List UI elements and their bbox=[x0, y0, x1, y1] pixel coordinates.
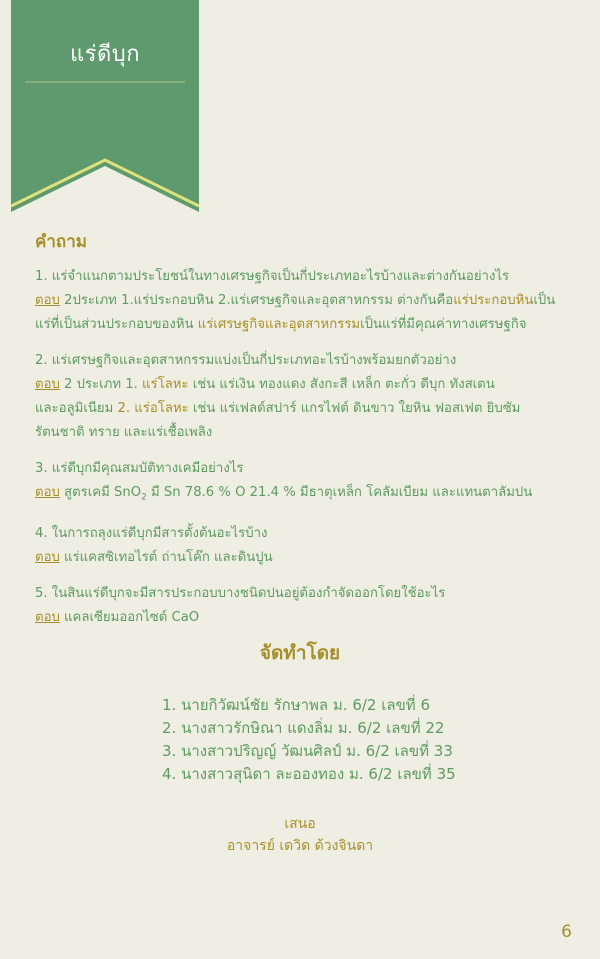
answer-label: ตอบ bbox=[35, 609, 60, 625]
answer-label: ตอบ bbox=[35, 293, 60, 308]
answer-line: รัตนชาติ ทราย และแร่เชื้อเพลิง bbox=[35, 425, 213, 440]
page-number: 6 bbox=[561, 922, 572, 942]
member-item: 3. นางสาวปริญญ์ วัฒนศิลป์ ม. 6/2 เลขที่ 33 bbox=[162, 742, 453, 760]
answer-line bbox=[35, 397, 575, 421]
made-by-heading: จัดทำโดย bbox=[259, 642, 341, 664]
subscript: 2 bbox=[141, 492, 147, 503]
qa-item-5 bbox=[35, 582, 575, 630]
answer-text: เช่น แร่เฟลด์สปาร์ แกรไฟต์ ดินขาว ใยหิน ฟอสเฟต ยิบซัม bbox=[188, 401, 521, 416]
answer-line bbox=[35, 546, 575, 570]
answer-highlight: แร่โลหะ bbox=[142, 377, 189, 392]
qa-item-3 bbox=[35, 457, 575, 510]
qa-item-2 bbox=[35, 349, 575, 445]
answer-text: แร่แคสซิเทอไรต์ ถ่านโค๊ก และดินปูน bbox=[59, 549, 273, 565]
answer-text: เป็นแร่ที่มีคุณค่าทางเศรษฐกิจ bbox=[360, 317, 527, 332]
answer-line bbox=[35, 606, 575, 630]
answer-text: แคลเซียมออกไซต์ CaO bbox=[59, 609, 200, 625]
answer-label: ตอบ bbox=[35, 549, 60, 565]
question-text: 5. ในสินแร่ดีบุกจะมีสารประกอบบางชนิดปนอยู่ต้องกำจัดออกโดยใช้อะไร bbox=[35, 585, 446, 601]
answer-highlight: แร่เศรษฐกิจและอุตสาหกรรม bbox=[197, 317, 361, 332]
answer-line bbox=[35, 373, 575, 397]
section-heading: คำถาม bbox=[35, 232, 87, 252]
answer-line bbox=[35, 313, 575, 337]
page-title: แร่ดีบุก bbox=[69, 42, 141, 67]
answer-text: 2 ประเภท 1. bbox=[59, 377, 143, 392]
member-item: 2. นางสาวรักษิณา แดงลิ่ม ม. 6/2 เลขที่ 22 bbox=[162, 719, 445, 737]
answer-text: แร่ที่เป็นส่วนประกอบของหิน bbox=[35, 317, 198, 332]
banner-shape bbox=[11, 0, 199, 212]
title-banner bbox=[11, 0, 199, 212]
answer-line bbox=[35, 289, 575, 313]
teacher-name: อาจารย์ เดวิด ด้วงจินดา bbox=[226, 838, 374, 854]
question-text: 3. แร่ดีบุกมีคุณสมบัติทางเคมีอย่างไร bbox=[35, 461, 244, 476]
member-item: 4. นางสาวสุนิดา ละอองทอง ม. 6/2 เลขที่ 35 bbox=[162, 765, 456, 783]
question-text: 4. ในการถลุงแร่ดีบุกมีสารตั้งต้นอะไรบ้าง bbox=[35, 525, 268, 541]
answer-text: เป็น bbox=[533, 293, 556, 308]
question-section bbox=[35, 228, 575, 642]
answer-line bbox=[35, 481, 575, 510]
qa-item-1 bbox=[35, 265, 575, 337]
answer-text: มี Sn 78.6 % O 21.4 % มีธาตุเหล็ก โคลัมเบียม และแทนตาลัมปน bbox=[146, 485, 533, 500]
answer-text: เช่น แร่เงิน ทองแดง สังกะสี เหล็ก ตะกั่ว ดีบุก ทังสเตน bbox=[188, 377, 495, 392]
answer-text: และอลูมิเนียม bbox=[35, 401, 118, 416]
answer-highlight: แร่ประกอบหิน bbox=[453, 293, 534, 308]
present-label: เสนอ bbox=[284, 816, 316, 832]
qa-item-4 bbox=[35, 522, 575, 570]
answer-text: สูตรเคมี SnO bbox=[59, 485, 142, 500]
answer-label: ตอบ bbox=[35, 377, 60, 392]
question-text: 1. แร่จำแนกตามประโยชน์ในทางเศรษฐกิจเป็นกี่ประเภทอะไรบ้างและต่างกันอย่างไร bbox=[35, 269, 510, 284]
answer-text: 2ประเภท 1.แร่ประกอบหิน 2.แร่เศรษฐกิจและอุตสาหกรรม ต่างกันคือ bbox=[59, 293, 454, 308]
answer-highlight: 2. แร่อโลหะ bbox=[117, 401, 189, 416]
question-text: 2. แร่เศรษฐกิจและอุตสาหกรรมแบ่งเป็นกี่ประเภทอะไรบ้างพร้อมยกตัวอย่าง bbox=[35, 353, 457, 368]
answer-label: ตอบ bbox=[35, 485, 60, 500]
member-list bbox=[162, 694, 456, 786]
member-item: 1. นายกิวัฒน์ชัย รักษาพล ม. 6/2 เลขที่ 6 bbox=[162, 696, 430, 714]
